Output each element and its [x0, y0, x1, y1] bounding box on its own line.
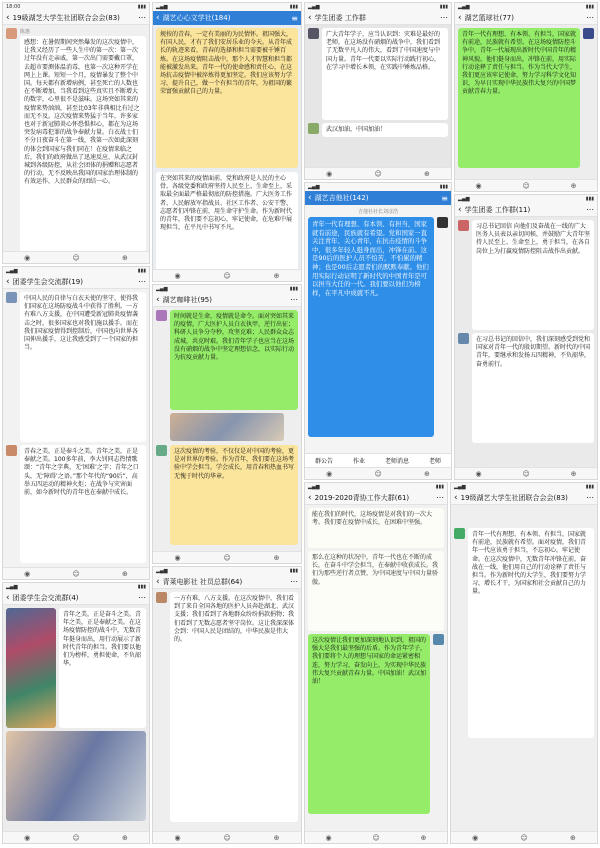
status-time: 18:00 — [6, 4, 21, 10]
screenshot-club-union-chat — [2, 2, 150, 264]
voice-icon[interactable]: ◉ — [174, 271, 181, 280]
avatar[interactable] — [6, 28, 17, 39]
status-bar — [3, 3, 149, 11]
back-arrow-icon[interactable]: ‹ — [6, 12, 10, 23]
chat-title: 19級湖芝大学生社团联合会会(83) — [12, 13, 120, 22]
more-icon[interactable]: ⋯ — [586, 493, 594, 502]
chat-title: 团委学生会交流群(19) — [12, 277, 83, 286]
chat-title: 学生团委 工作群 — [314, 13, 366, 22]
message-row — [458, 28, 594, 168]
chat-title-bar — [451, 491, 597, 505]
chat-body — [305, 205, 451, 455]
message-row — [454, 528, 594, 738]
sender-name: 吉他社社长刘彦浩 — [357, 209, 398, 215]
screenshot-student-union-small — [2, 582, 150, 844]
tab-teacher[interactable]: 老师 — [428, 458, 441, 465]
message-bubble[interactable]: 青年一代有理想、有本领、有担当，国家就有前途，民族就有希望。面对疫情，我们青年一代应该勇于担当，不忘初心，牢记使命。在这次疫情中，无数青年冲锋在前，奋战在一线，他们用自己的行动诠释了责任与担当。作为新时代的大学生，我们要努力学习，增长才干，为国家和社会贡献自己的力量。 — [468, 528, 594, 738]
more-icon[interactable]: ⋯ — [586, 13, 594, 22]
avatar[interactable] — [437, 217, 448, 228]
avatar[interactable] — [156, 445, 167, 456]
message-bubble[interactable]: 时间就是生命，疫情就是命令。面对突如其来的疫情，广大医护人员白衣执甲，逆行出征；科研人员争分夺秒，攻坚克难；人民群众众志成城，共克时艰。我们青年学子也应当在这场没有硝烟的战争中坚定理想信念，以实际行动为抗疫贡献力量。 — [170, 310, 298, 410]
back-arrow-icon[interactable]: ‹ — [6, 592, 10, 603]
avatar[interactable] — [458, 220, 469, 231]
signal-icon: ▂▄▆ — [156, 286, 168, 292]
chat-body — [3, 25, 149, 251]
message-bubble[interactable]: 青年一代有理想、有本领、有担当，国家就有前途，民族就有希望。在这场疫情防控斗争中，青年一代展现出新时代中国青年的精神风貌。他们挺身而出，冲锋在前，用实际行动诠释了责任与担当。作为当代大学生，我们更应该牢记使命，努力学习科学文化知识，为早日实现中华民族伟大复兴的中国梦贡献青春力量。 — [458, 28, 580, 168]
battery-icon: ▮▮▮ — [289, 286, 298, 292]
avatar[interactable] — [583, 28, 594, 39]
status-bar — [455, 3, 597, 11]
input-bar — [305, 467, 451, 479]
emoji-icon[interactable]: ☺ — [520, 833, 528, 842]
battery-icon: ▮▮▮ — [289, 568, 298, 574]
status-bar — [451, 483, 597, 491]
chat-title-bar — [153, 11, 301, 25]
status-bar — [3, 267, 149, 275]
chat-body — [3, 289, 149, 567]
battery-icon: ▮▮▮ — [585, 196, 594, 202]
message-bubble[interactable]: 在突如其来的疫情面前，党和政府是人民的主心骨。各级党委和政府坚持人民至上、生命至上，采取最全面最严格最彻底的防控措施。广大医务工作者、人民解放军指战员、社区工作者、公安干警、志愿者们冲锋在前，用生命守护生命。作为新时代的青年，我们要不忘初心，牢记使命，在危难中展现担当，在平凡中书写不凡。 — [156, 172, 298, 269]
message-row — [156, 592, 298, 822]
emoji-icon[interactable]: ☺ — [72, 569, 80, 578]
chat-title-bar — [153, 575, 301, 589]
emoji-icon[interactable]: ☺ — [374, 469, 382, 478]
avatar[interactable] — [458, 333, 469, 344]
tab-teacher-message[interactable]: 老师消息 — [384, 458, 409, 465]
voice-icon[interactable]: ◉ — [475, 181, 482, 190]
emoji-icon[interactable]: ☺ — [72, 833, 80, 842]
chat-title: 青莱电影社 社员总群(64) — [162, 577, 243, 586]
signal-icon: ▂▄▆ — [458, 4, 470, 10]
screenshot-guitar-club — [304, 182, 452, 480]
message-bubble[interactable]: 那么在这种的状况中，青年一代也在不断的成长，在奋斗中学会担当，在奉献中收获成长。我们为那些逆行者点赞，为中国速度与中国力量骄傲。 — [308, 551, 444, 631]
plus-icon[interactable]: ⊕ — [420, 833, 427, 842]
signal-icon: ▂▄▆ — [308, 184, 320, 190]
avatar[interactable] — [6, 292, 17, 303]
emoji-icon[interactable]: ☺ — [223, 553, 231, 562]
voice-icon[interactable]: ◉ — [24, 569, 31, 578]
back-arrow-icon[interactable]: ‹ — [6, 276, 10, 287]
message-row — [458, 333, 594, 443]
status-bar — [153, 567, 301, 575]
message-bubble[interactable]: 广大青年学子，应当认识到：灾难是最好的老师，在这场没有硝烟的战争中，我们看到了无数平凡人的伟大，看到了中国速度与中国力量。青年一代要以实际行动践行初心，在学习中增长本领，在实践中锤炼品格。 — [322, 28, 448, 120]
screenshot-youth-league-group — [304, 2, 452, 180]
chat-body — [153, 307, 301, 551]
message-row — [6, 608, 146, 728]
message-row — [6, 292, 146, 442]
chat-title-text: 湖艺吉他社 — [314, 194, 350, 202]
status-bar — [305, 183, 451, 191]
more-icon[interactable]: ≡ — [291, 13, 298, 23]
message-bubble[interactable]: 这次疫情让我们更加深刻地认识到，祖国的强大是我们最坚强的后盾。作为青年学子，我们要将个人的理想与国家的命运紧密相连，努力学习，奋发向上，为实现中华民族伟大复兴贡献青春力量。中国加油！武汉加油！ — [308, 634, 430, 814]
more-icon[interactable]: ≡ — [441, 193, 448, 203]
voice-icon[interactable]: ◉ — [326, 169, 333, 178]
chat-title: 团委学生会交流群(4) — [12, 593, 79, 602]
avatar[interactable] — [308, 123, 319, 134]
battery-icon: ▮▮▮ — [439, 4, 448, 10]
plus-icon[interactable]: ⊕ — [570, 469, 577, 478]
back-arrow-icon[interactable]: ‹ — [308, 12, 312, 23]
input-bar — [153, 551, 301, 563]
plus-icon[interactable]: ⊕ — [273, 833, 280, 842]
message-bubble[interactable]: 感想：在暑假期间突然爆发的这次疫情中，让我又经历了一些人生中的第一次：第一次过年没有走亲戚，第一次出门需要戴口罩，去超市要测体温消毒，也第一次这种开学在网上上课。短短一个月，疫情暴发了整个中国。每天都有新增病例，甚至死亡的人数也在不断增加，当我看到这些真实且不断增大的数字，心里很不是滋味。这场突如其来的疫情来势汹汹，甚至比03年非典相比有过之而无不及。这次疫情来势猛于当年，许多家也对于新冠肺炎心怀恐惧担心，都在为这场突发病毒犯罪的战争奉献力量。白衣战士们不分日夜奋斗在第一线，我第一次如此深刻的体会到国家与我们同在！在疫情来临之后，我们的政府做出了迅速反应，从武汉封城到各级防控，从社会团体的捐赠和志愿者的行动，无不反映出我国的国家治理体制的有效运作，人民群众的团结一心。 — [20, 36, 146, 251]
status-bar — [305, 3, 451, 11]
message-row — [6, 445, 146, 563]
avatar[interactable] — [308, 28, 319, 39]
message-bubble[interactable]: 一方有难，八方支援。在这次疫情中，我们看到了来自全国各地的医护人员奔赴湖北、武汉支援；我们看到了各地群众纷纷捐款捐物；我们看到了无数志愿者坚守岗位。这让我深深体会到：中国人民是团结的，中华民族是伟大的。 — [170, 592, 298, 822]
input-bar — [455, 467, 597, 479]
back-arrow-icon[interactable]: ‹ — [454, 492, 458, 503]
signal-icon: ▂▄▆ — [156, 4, 168, 10]
message-bubble[interactable]: 青春之美，正是奉斗之美。青年之美，正是奉献之美。100多年前，李大钊同志热情歌颂：“青年之字典，无‘困难’之字；青年之口头，无‘障碍’之语。”那个年代的“90后”，高举五四运动的精神火炬；在战争与灾害面前，如今新时代的青年也在奉献中成长。 — [20, 445, 146, 563]
sender-name: 陈惠 — [20, 29, 31, 35]
voice-icon[interactable]: ◉ — [475, 469, 482, 478]
emoji-icon[interactable]: ☺ — [223, 833, 231, 842]
chat-title-bar — [305, 191, 451, 205]
chat-body — [153, 25, 301, 269]
back-arrow-icon[interactable]: ‹ — [156, 13, 160, 23]
back-arrow-icon[interactable]: ‹ — [308, 193, 312, 203]
chat-title: 湖艺篮球社(77) — [464, 13, 514, 22]
plus-icon[interactable]: ⊕ — [273, 271, 280, 280]
plus-icon[interactable]: ⊕ — [122, 569, 128, 578]
message-bubble[interactable]: 中国人民的自律与白衣天使的坚守，使得我们国家在这场防疫战斗中获得了胜利。一方有难八方支援，在中国遭受新冠肺炎疫情袭击之时，很多国家也对我们施以援手。而在我们国家疫情得到控制后，中国也向世界各国伸出援手，这让我感受到了一个国家的担当。 — [20, 292, 146, 442]
screenshot-coffee-club — [152, 284, 302, 564]
signal-icon: ▂▄▆ — [156, 568, 168, 574]
input-bar — [305, 831, 447, 843]
message-row — [308, 634, 444, 814]
voice-icon[interactable]: ◉ — [174, 553, 181, 562]
emoji-icon[interactable]: ☺ — [522, 469, 530, 478]
chat-title-bar — [3, 11, 149, 25]
plus-icon[interactable]: ⊕ — [570, 181, 577, 190]
battery-icon: ▮▮▮ — [439, 184, 448, 190]
shared-image[interactable] — [6, 731, 146, 821]
battery-icon: ▮▮▮ — [585, 484, 594, 490]
screenshot-basketball-club — [454, 2, 598, 192]
battery-icon: ▮▮▮ — [435, 484, 444, 490]
plus-icon[interactable]: ⊕ — [424, 469, 430, 478]
voice-icon[interactable]: ◉ — [325, 833, 332, 842]
chat-body — [3, 605, 149, 831]
message-bubble[interactable]: 武汉加油，中国加油！ — [322, 123, 448, 137]
more-icon[interactable]: ⋯ — [138, 13, 146, 22]
input-bar — [153, 269, 301, 281]
emoji-icon[interactable]: ☺ — [72, 253, 80, 262]
battery-icon: ▮▮▮ — [137, 584, 146, 590]
chat-title-bar — [455, 203, 597, 217]
message-row — [308, 28, 448, 120]
chat-title-bar — [305, 11, 451, 25]
chat-title: 湖艺心心文学社(184) — [162, 14, 231, 22]
plus-icon[interactable]: ⊕ — [273, 553, 280, 562]
plus-icon[interactable]: ⊕ — [424, 169, 430, 178]
chat-body — [455, 217, 597, 467]
more-icon[interactable]: ⋯ — [290, 577, 298, 586]
group-tabbar — [305, 453, 451, 467]
status-bar — [153, 3, 301, 11]
signal-icon: ▂▄▆ — [308, 484, 320, 490]
chat-title: 湖艺咖啡社(95) — [162, 295, 212, 304]
shared-image[interactable] — [170, 413, 284, 441]
battery-icon: ▮▮▮ — [289, 4, 298, 10]
message-row — [308, 217, 448, 437]
input-bar — [3, 567, 149, 579]
signal-icon: ▂▄▆ — [458, 196, 470, 202]
emoji-icon[interactable]: ☺ — [223, 271, 231, 280]
chat-title-bar — [3, 275, 149, 289]
more-icon[interactable]: ⋯ — [138, 277, 146, 286]
avatar[interactable] — [6, 445, 17, 456]
chat-body — [153, 589, 301, 831]
more-icon[interactable]: ⋯ — [440, 13, 448, 22]
message-bubble[interactable]: 青年之美，正是奋斗之美。青年之美，正是奉献之美。在这场疫情防控的战斗中，无数青年挺身而出，用行动展示了新时代青年的担当。我们要以他们为榜样，勇担使命，不负韶华。 — [59, 608, 146, 728]
plus-icon[interactable]: ⊕ — [122, 833, 128, 842]
plus-icon[interactable]: ⊕ — [570, 833, 576, 842]
input-bar — [3, 251, 149, 263]
message-bubble[interactable]: 能在我们的时代，这场疫情是对我们的一次大考。我们要在疫情中成长，在困难中坚强。 — [308, 508, 444, 548]
message-row — [458, 220, 594, 330]
screenshot-club-union-chat-2 — [450, 482, 598, 844]
emoji-icon[interactable]: ☺ — [372, 833, 380, 842]
screenshot-film-club — [152, 566, 302, 844]
message-bubble[interactable]: 规按的青春，一定有美丽的为民情怀。祖国强大，有国人民，才有了我们安居乐业的今天。从青年成长的轨迹来看，青春的选择和担当需要被千锤百炼。在这场疫情阻击战中，那个人才智慧和担当都能被激发出来。青年一代的使命感和责任心，在这场抗击疫情中被淬炼得更加坚定。我们应该努力学习，提升自己，做一个有担当的青年，为祖国的繁荣富强贡献自己的力量。 — [156, 28, 298, 168]
chat-body — [305, 25, 451, 167]
screenshot-literature-club — [152, 2, 302, 282]
input-bar — [153, 831, 301, 843]
input-bar — [305, 167, 451, 179]
avatar[interactable] — [156, 310, 167, 321]
voice-icon[interactable]: ◉ — [472, 833, 479, 842]
screenshot-youth-league-work — [454, 194, 598, 480]
chat-body — [455, 25, 597, 179]
input-bar — [3, 831, 149, 843]
status-bar — [153, 285, 301, 293]
member-count: (142) — [349, 194, 369, 202]
chat-title-bar — [153, 293, 301, 307]
emoji-icon[interactable]: ☺ — [374, 169, 382, 178]
message-bubble[interactable]: 在习总书记的回信中，我们深刻感受到党和国家对青年一代的殷切期望。新时代的中国青年，要继承和发扬五四精神，不负韶华，奋勇前行。 — [472, 333, 594, 443]
message-row — [156, 310, 298, 410]
emoji-icon[interactable]: ☺ — [522, 181, 530, 190]
chat-body — [451, 505, 597, 831]
plus-icon[interactable]: ⊕ — [122, 253, 128, 262]
status-bar — [455, 195, 597, 203]
avatar[interactable] — [156, 592, 167, 603]
tab-homework[interactable]: 作业 — [352, 458, 365, 465]
voice-icon[interactable]: ◉ — [326, 469, 333, 478]
voice-icon[interactable]: ◉ — [24, 833, 31, 842]
chat-title-bar — [455, 11, 597, 25]
battery-icon: ▮▮▮ — [137, 268, 146, 274]
voice-icon[interactable]: ◉ — [174, 833, 181, 842]
signal-icon: ▂▄▆ — [6, 584, 18, 590]
back-arrow-icon[interactable]: ‹ — [458, 12, 462, 23]
screenshot-student-union-exchange — [2, 266, 150, 580]
message-row — [156, 445, 298, 545]
chat-title: 2019-2020青协工作大群(61) — [314, 493, 410, 502]
back-arrow-icon[interactable]: ‹ — [156, 576, 160, 587]
chat-title-bar — [3, 591, 149, 605]
tab-announcement[interactable]: 群公告 — [314, 458, 333, 465]
shared-image[interactable] — [6, 608, 56, 728]
battery-icon: ▮▮▮ — [137, 4, 146, 10]
more-icon[interactable]: ⋯ — [436, 493, 444, 502]
chat-title-bar — [305, 491, 447, 505]
back-arrow-icon[interactable]: ‹ — [458, 204, 462, 215]
message-bubble[interactable]: 习总书记回信 向他们及奋战在一线的广大医务人员表以亲切问候，并鼓励广大青年坚持人民至上、生命至上，勇于担当，在各自岗位上为打赢疫情防控阻击战作出贡献。 — [472, 220, 594, 330]
input-bar — [455, 179, 597, 191]
back-arrow-icon[interactable]: ‹ — [308, 492, 312, 503]
more-icon[interactable]: ⋯ — [586, 205, 594, 214]
signal-icon: ▂▄▆ — [6, 268, 18, 274]
avatar[interactable] — [433, 634, 444, 645]
back-arrow-icon[interactable]: ‹ — [156, 294, 160, 305]
more-icon[interactable]: ⋯ — [138, 593, 146, 602]
chat-title — [315, 193, 440, 203]
message-bubble[interactable]: 青年一代有理想、有本领、有担当，国家就有前途，民族就有希望。党和国家一直关注青年、关心青年，在抗击疫情的斗争中，很多年轻人挺身而出，冲锋在前。这是90后的医护人员不怕苦，不怕累的精神；也是00后志愿者们的默默奉献。他们用实际行动证明了新时代的中国青年是可以担当大任的一代。我们要以他们为榜样，在平凡中成就不凡。 — [308, 217, 434, 437]
input-bar — [451, 831, 597, 843]
chat-title: 学生团委 工作群(11) — [464, 205, 531, 214]
message-row — [6, 28, 146, 251]
chat-title: 19级湖艺大学生社团联合会会(83) — [460, 493, 568, 502]
signal-icon: ▂▄▆ — [454, 484, 466, 490]
more-icon[interactable]: ⋯ — [290, 295, 298, 304]
chat-body — [305, 505, 447, 831]
screenshot-volunteer-group — [304, 482, 448, 844]
message-bubble[interactable]: 这次疫情的考验，不仅仅是对中国的考验，更是对世界的考验。作为青年，我们要在这场考验中学会担当，学会成长，用青春和热血书写无愧于时代的华章。 — [170, 445, 298, 545]
avatar[interactable] — [454, 528, 465, 539]
status-bar — [3, 583, 149, 591]
message-row — [308, 123, 448, 137]
voice-icon[interactable]: ◉ — [24, 253, 31, 262]
status-bar — [305, 483, 447, 491]
signal-icon: ▂▄▆ — [308, 4, 320, 10]
battery-icon: ▮▮▮ — [585, 4, 594, 10]
